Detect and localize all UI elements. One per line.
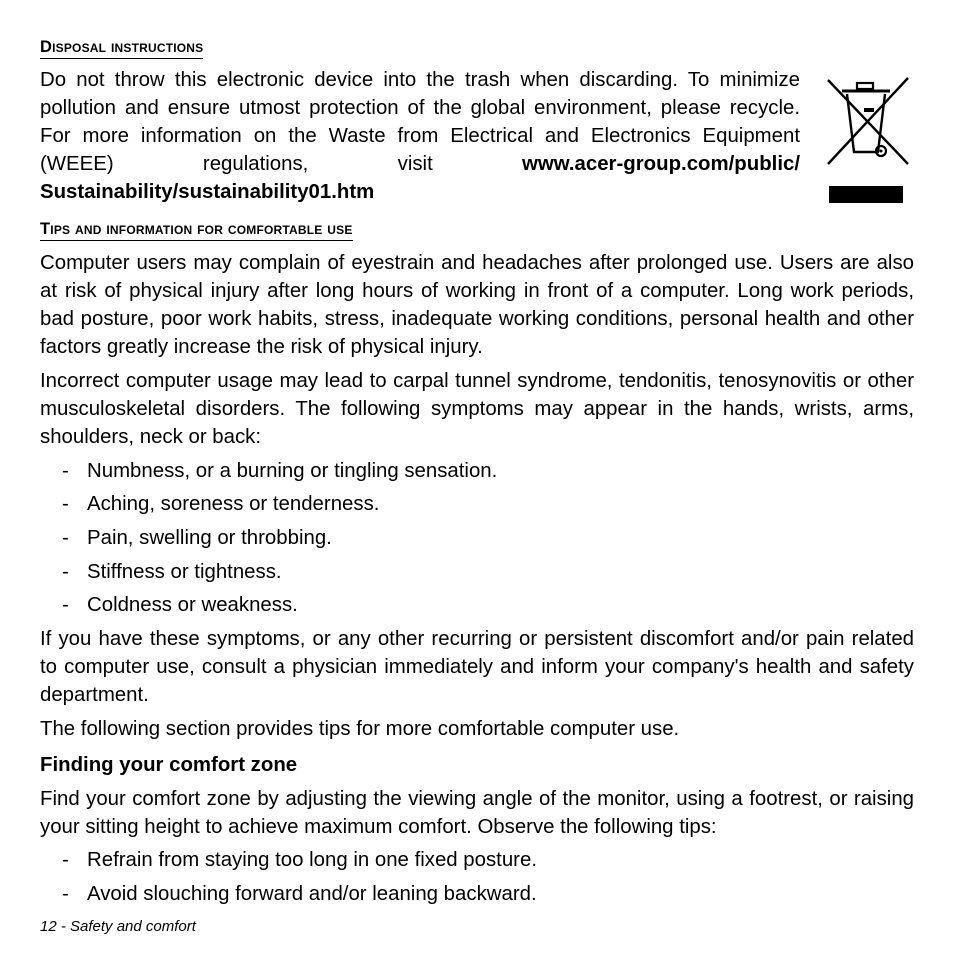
disposal-link[interactable]: www.acer-group.com/public/ Sustainability/sustainability01.htm <box>40 153 800 203</box>
comfort-paragraph: Find your comfort zone by adjusting the viewing angle of the monitor, using a footrest, or raising your sitting height to achieve maximum comfort. Observe the following tips: <box>40 788 914 838</box>
disposal-heading: Disposal instructions <box>40 38 203 59</box>
symptom-item: - Aching, soreness or tenderness. <box>62 493 380 515</box>
symptom-item: - Stiffness or tightness. <box>62 561 282 583</box>
tips-paragraph-3: If you have these symptoms, or any other recurring or persistent discomfort and/or pain related to computer use, consult a physician immediately and inform your company's health and safety department. <box>40 628 914 706</box>
comfort-tip-item: - Avoid slouching forward and/or leaning backward. <box>62 883 537 905</box>
page-footer: 12 - Safety and comfort <box>40 918 196 935</box>
disposal-paragraph <box>40 66 800 206</box>
symptom-item: - Pain, swelling or throbbing. <box>62 527 332 549</box>
tips-paragraph-2: Incorrect computer usage may lead to carpal tunnel syndrome, tendonitis, tenosynovitis or other musculoskeletal disorders. The following symptoms may appear in the hands, wrists, arms, shoulders, neck or back: <box>40 370 914 448</box>
tips-heading: Tips and information for comfortable use <box>40 220 353 241</box>
comfort-tip-item: - Refrain from staying too long in one fixed posture. <box>62 849 537 871</box>
symptom-item: - Numbness, or a burning or tingling sensation. <box>62 460 498 482</box>
weee-crossed-bin-icon <box>820 72 914 206</box>
tips-paragraph-4: The following section provides tips for more comfortable computer use. <box>40 718 680 740</box>
symptom-item: - Coldness or weakness. <box>62 594 298 616</box>
disposal-text: Do not throw this electronic device into the trash when discarding. To minimize pollution and ensure utmost protection of the global environment, please recycle. For more information on the Waste from Electrical and Electronics Equipment (WEEE) regulations, visit <box>40 69 800 175</box>
comfort-heading: Finding your comfort zone <box>40 754 298 776</box>
tips-paragraph-1: Computer users may complain of eyestrain and headaches after prolonged use. Users are also at risk of physical injury after long hours of working in front of a computer. Long work periods, bad posture, poor work habits, stress, inadequate working conditions, personal health and other factors greatly increase the risk of physical injury. <box>40 252 914 358</box>
